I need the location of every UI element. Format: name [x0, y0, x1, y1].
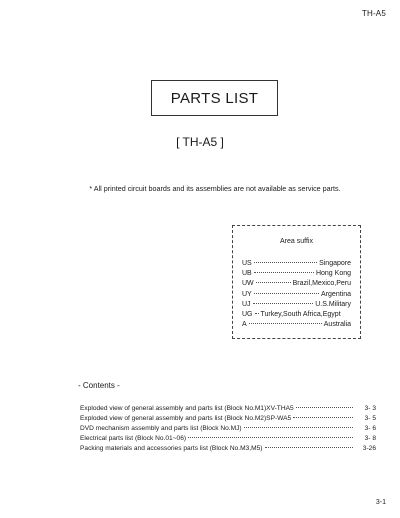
page-title: PARTS LIST — [170, 89, 259, 107]
area-suffix-title: Area suffix — [280, 238, 313, 245]
area-suffix-list — [242, 259, 351, 330]
contents-heading: - Contents - — [78, 381, 120, 390]
contents-item-text: Packing materials and accessories parts list (Block No.M3,M5) — [80, 445, 263, 452]
dotted-leader — [249, 323, 322, 324]
contents-item[interactable] — [80, 424, 376, 434]
dotted-leader — [188, 437, 353, 438]
dotted-leader — [254, 262, 317, 263]
model-label: [ TH-A5 ] — [176, 135, 224, 149]
header-model-code: TH-A5 — [361, 9, 386, 18]
dotted-leader — [255, 313, 259, 314]
contents-item-text: DVD mechanism assembly and parts list (Block No.MJ) — [80, 425, 242, 432]
dotted-leader — [293, 417, 353, 418]
area-suffix-box — [232, 225, 361, 339]
area-region: Turkey,South Africa,Egypt — [260, 311, 341, 319]
area-suffix-row — [242, 300, 351, 310]
area-suffix-row — [242, 269, 351, 279]
contents-item[interactable] — [80, 414, 376, 424]
contents-item[interactable] — [80, 404, 376, 414]
contents-item[interactable] — [80, 444, 376, 454]
area-region: Singapore — [319, 260, 351, 267]
dotted-leader — [254, 293, 319, 294]
page-number: 3-1 — [375, 499, 386, 506]
area-code: UB — [242, 270, 252, 278]
area-code: UG — [242, 311, 253, 319]
area-region: Australia — [323, 321, 351, 329]
contents-item[interactable] — [80, 434, 376, 444]
service-note: * All printed circuit boards and its assemblies are not available as service parts. — [89, 184, 341, 193]
area-suffix-row — [242, 320, 351, 330]
contents-item-page: 3-26 — [362, 445, 376, 452]
area-code: UJ — [242, 300, 251, 308]
contents-item-page: 3- 6 — [364, 425, 376, 432]
area-code: US — [242, 260, 252, 267]
contents-item-page: 3- 3 — [364, 405, 376, 412]
area-code: UY — [242, 290, 252, 298]
dotted-leader — [254, 272, 314, 273]
contents-item-text: Exploded view of general assembly and parts list (Block No.M2)SP-WA5 — [80, 415, 292, 422]
area-region: Brazil,Mexico,Peru — [292, 280, 351, 288]
contents-item-text: Electrical parts list (Block No.01~06) — [80, 435, 187, 442]
dotted-leader — [265, 447, 354, 448]
area-code: UW — [242, 280, 254, 288]
dotted-leader — [244, 427, 353, 428]
contents-list — [80, 404, 376, 454]
contents-item-text: Exploded view of general assembly and parts list (Block No.M1)XV-THA5 — [80, 405, 294, 412]
contents-item-page: 3- 5 — [364, 415, 376, 422]
dotted-leader — [296, 407, 353, 408]
area-code: A — [242, 321, 247, 329]
page-title-box — [151, 80, 278, 116]
area-suffix-row — [242, 290, 351, 300]
area-suffix-row — [242, 279, 351, 289]
contents-item-page: 3- 8 — [364, 435, 376, 442]
dotted-leader — [253, 303, 314, 304]
area-suffix-row — [242, 310, 351, 320]
area-region: Argentina — [321, 290, 351, 298]
area-region: U.S.Military — [315, 300, 351, 308]
area-suffix-row — [242, 259, 351, 269]
dotted-leader — [256, 282, 291, 283]
area-region: Hong Kong — [315, 270, 351, 278]
